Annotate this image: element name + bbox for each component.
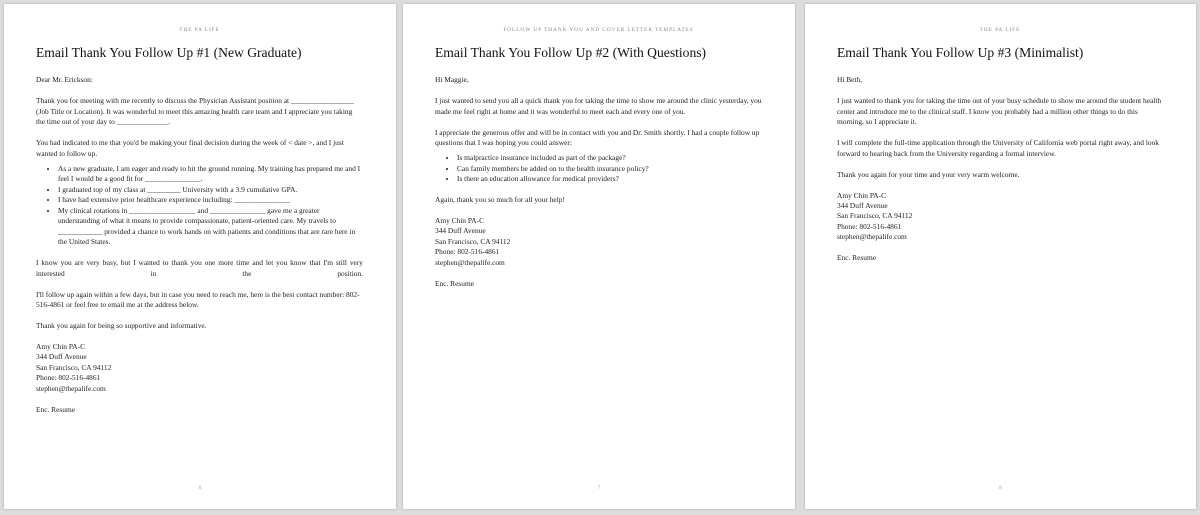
- paragraph: Thank you again for your time and your very warm welcome.: [837, 169, 1020, 179]
- paragraph: You had indicated to me that you'd be making your final decision during the week of < date >, and I just wanted to follow up.: [36, 138, 344, 158]
- enclosure: Enc. Resume: [837, 253, 876, 263]
- enclosure: Enc. Resume: [435, 278, 474, 288]
- enclosure: Enc. Resume: [36, 404, 75, 414]
- signature-address: 344 Duff Avenue: [837, 200, 888, 210]
- page-number: 7: [597, 486, 601, 491]
- bullet-list: [435, 153, 762, 185]
- signature-phone: Phone: 802-516-4861: [36, 373, 101, 383]
- paragraph: I know you are very busy, but I wanted to thank you one more time and let you know that I'm still very interested in the position.: [36, 258, 363, 278]
- signature-email: stephen@thepalife.com: [837, 232, 907, 242]
- signature-block: [36, 342, 363, 394]
- list-item: • Is malpractice insurance included as part of the package?: [457, 153, 762, 164]
- page-6: [4, 4, 396, 509]
- paragraph: Again, thank you so much for all your help!: [435, 195, 565, 204]
- page-number: 6: [198, 486, 202, 491]
- signature-city: San Francisco, CA 94112: [435, 236, 511, 246]
- list-item: • I graduated top of my class at _________ University with a 3.9 cumulative GPA.: [58, 185, 363, 196]
- signature-name: Amy Chin PA-C: [837, 190, 887, 200]
- list-item: • As a new graduate, I am eager and ready to hit the ground running. My training has prepared me and I feel I would be a good fit for _______________.: [58, 164, 363, 185]
- page-title: Email Thank You Follow Up #2 (With Questions): [435, 45, 707, 60]
- page-number: 8: [999, 486, 1002, 491]
- bullet-list: [36, 164, 363, 248]
- letter-body: [36, 75, 363, 415]
- signature-phone: Phone: 802-516-4861: [837, 221, 902, 231]
- list-item: • My clinical rotations in __________________ and _______________ gave me a greater understanding of what it means to provide compassionate, patient-oriented care. My travels to ____________ provided a chance to work hands on with patients and conditions that are rare here in the United States.: [58, 206, 363, 248]
- paragraph: I will complete the full-time application through the University of California web portal right away, and look forward to hearing back from the University regarding a formal interview.: [837, 138, 1159, 158]
- letter-body: [435, 75, 762, 289]
- signature-email: stephen@thepalife.com: [435, 257, 505, 267]
- list-item: • I have had extensive prior healthcare experience including: _______________: [58, 195, 363, 206]
- list-item: • Is there an education allowance for medical providers?: [457, 174, 762, 185]
- list-item: • Can family members be added on to the health insurance policy?: [457, 164, 762, 175]
- signature-name: Amy Chin PA-C: [435, 216, 485, 225]
- salutation: Hi Beth,: [837, 75, 863, 84]
- signature-city: San Francisco, CA 94112: [36, 362, 112, 372]
- signature-address: 344 Duff Avenue: [36, 352, 87, 362]
- paragraph: I just wanted to thank you for taking the time out of your busy schedule to show me around the student health center and introduce me to the clinical staff. I know you probably had a million other things to do this morning, so I appreciate it.: [837, 96, 1162, 126]
- signature-address: 344 Duff Avenue: [435, 226, 486, 236]
- page-7: [403, 4, 795, 509]
- paragraph: I appreciate the generous offer and will be in contact with you and Dr. Smith shortly. I had a couple follow up questions that I was hoping you could answer:: [435, 127, 760, 147]
- signature-email: stephen@thepalife.com: [36, 383, 106, 393]
- signature-block: [837, 191, 1163, 243]
- running-head: THE PA LIFE: [179, 27, 220, 33]
- salutation: Hi Maggie,: [435, 75, 469, 84]
- paragraph: I just wanted to send you all a quick thank you for taking the time to show me around the clinic yesterday, you made me feel right at home and it was wonderful to meet each and every one of you.: [435, 96, 762, 116]
- page-title: Email Thank You Follow Up #3 (Minimalist): [837, 45, 1084, 60]
- paragraph: Thank you for meeting with me recently to discuss the Physician Assistant position at _________________ (Job Title or Location). It was wonderful to meet this amazing health care team and I appreciate you taking the time out of your day to ______________.: [36, 96, 354, 126]
- running-head: THE PA LIFE: [979, 27, 1021, 33]
- signature-phone: Phone: 802-516-4861: [435, 247, 500, 257]
- paragraph: Thank you again for being so supportive and informative.: [36, 321, 207, 330]
- paragraph: I'll follow up again within a few days, but in case you need to reach me, here is the best contact number: 802-516-4861 or feel free to email me at the address below.: [36, 289, 360, 309]
- salutation: Dear Mr. Erickson:: [36, 75, 93, 84]
- signature-city: San Francisco, CA 94112: [837, 211, 913, 221]
- running-head: FOLLOW UP THANK YOU AND COVER LETTER TEMPLATES: [503, 27, 694, 33]
- page-8: [805, 4, 1196, 509]
- signature-name: Amy Chin PA-C: [36, 342, 86, 351]
- signature-block: [435, 216, 762, 268]
- letter-body: [837, 75, 1163, 264]
- page-title: Email Thank You Follow Up #1 (New Graduate): [36, 45, 302, 60]
